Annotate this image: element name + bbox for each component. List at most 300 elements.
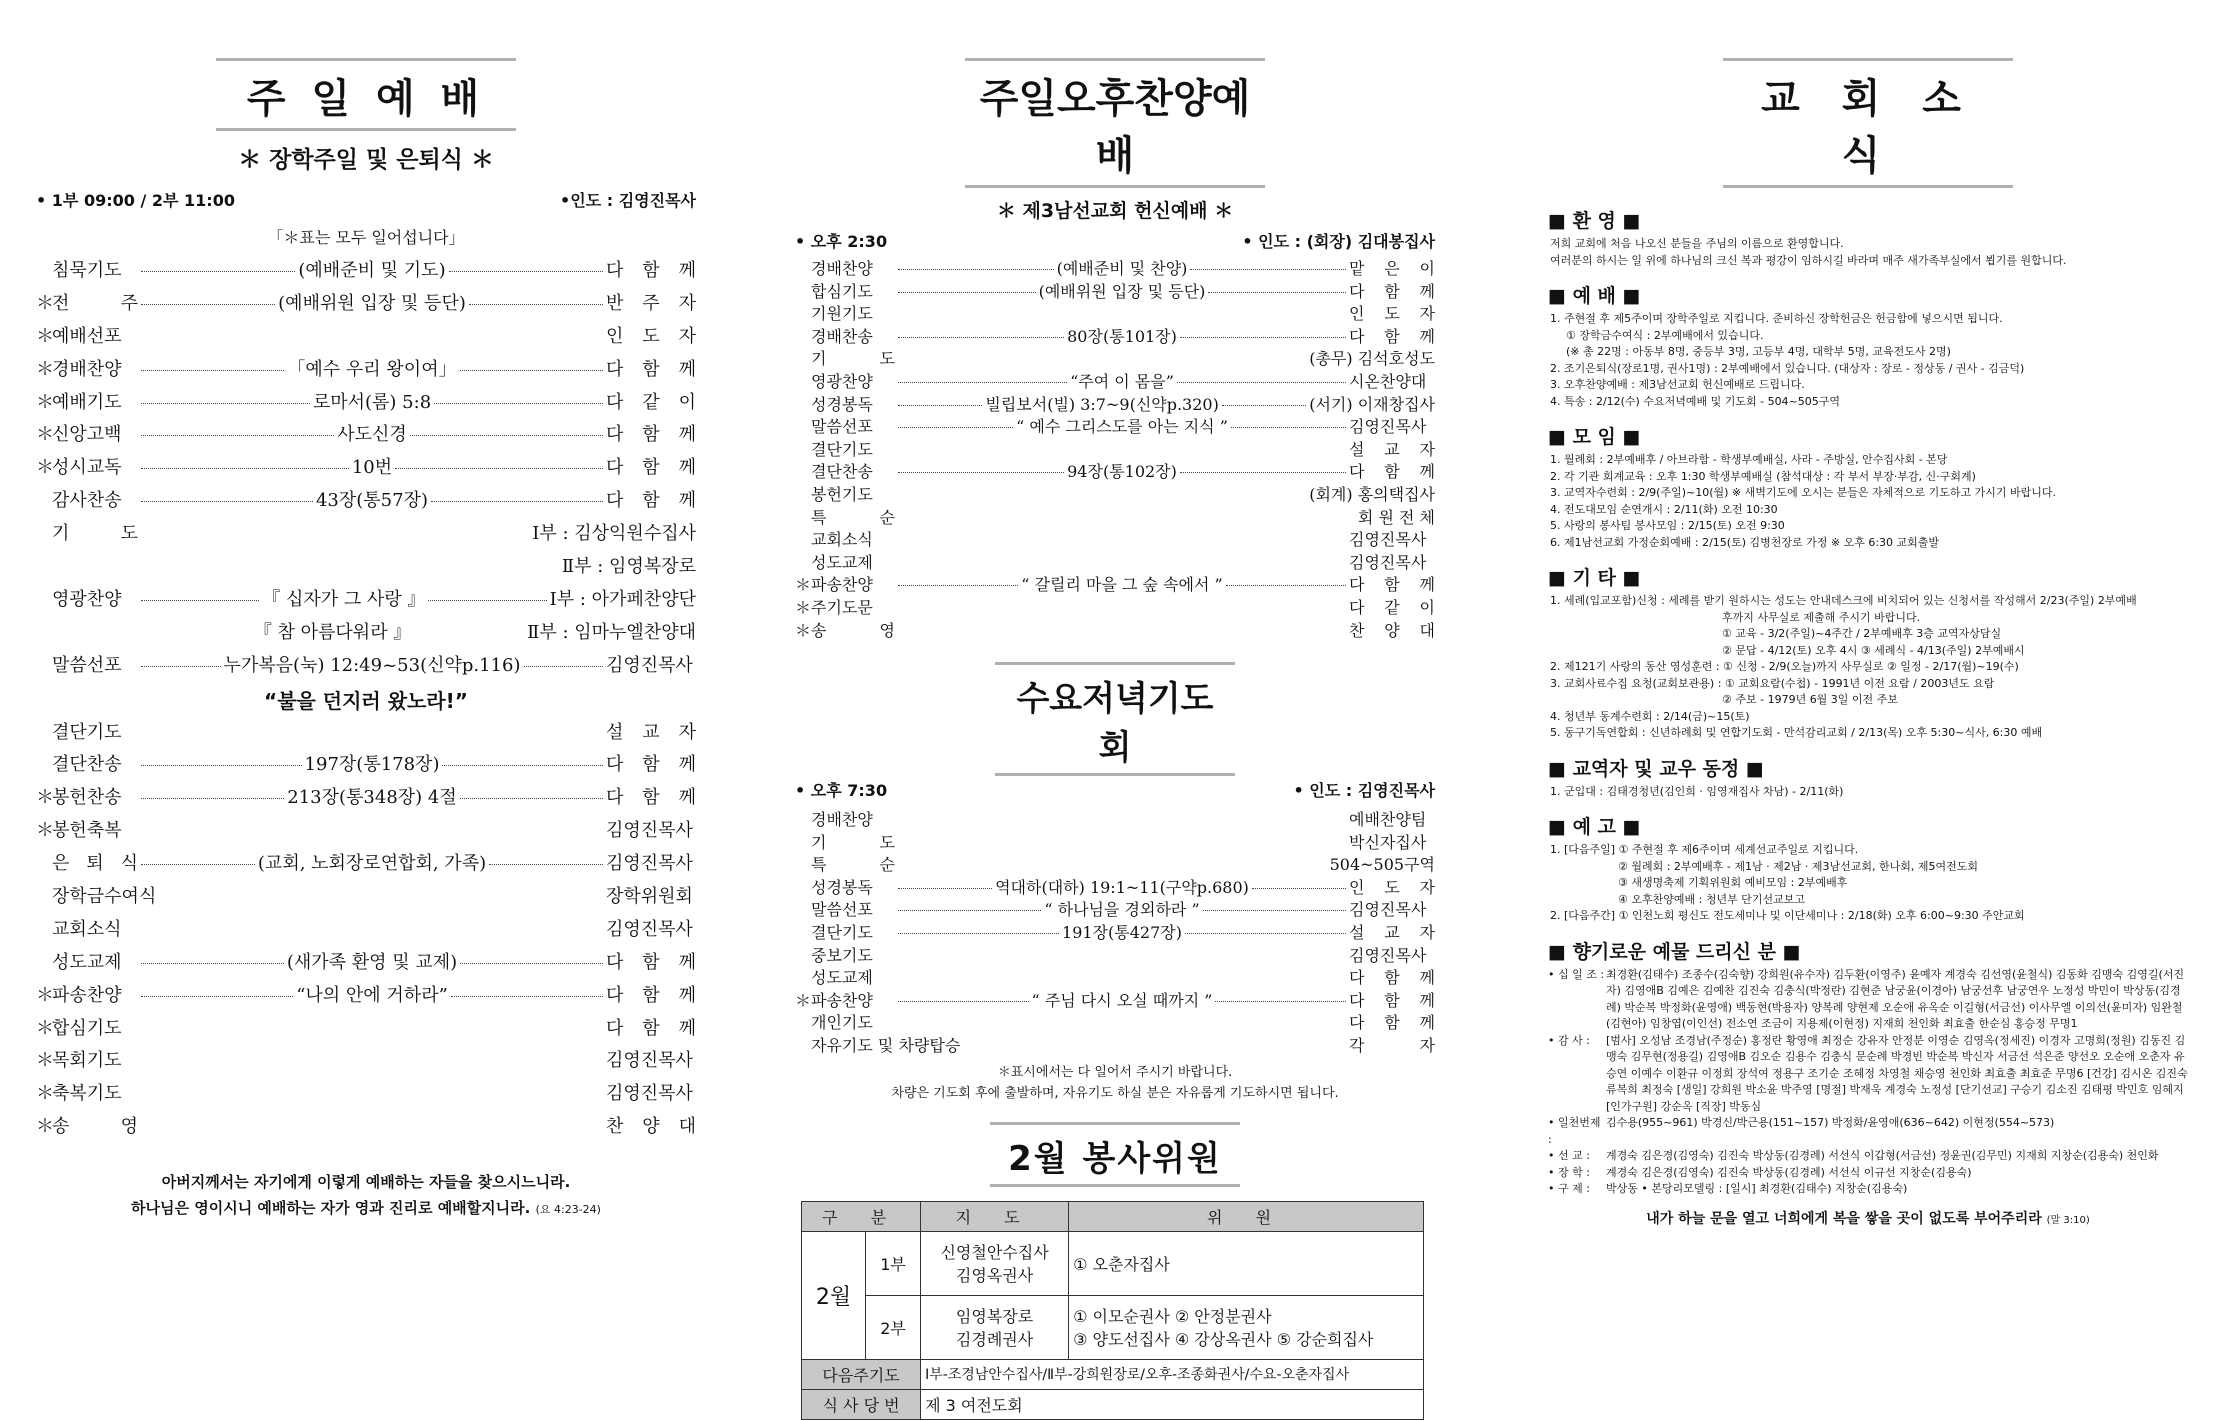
order-label: 성시교독	[52, 457, 122, 479]
order-content: (예배위원 입장 및 등단)	[278, 292, 466, 314]
order-label: 경배찬송	[811, 326, 873, 346]
order-label: 합심기도	[52, 1017, 122, 1039]
leader-dots	[431, 501, 603, 502]
offering-row	[1548, 1033, 2188, 1116]
order-label: 송 영	[52, 1116, 138, 1138]
leader-dots	[898, 405, 982, 406]
list-item: 1. 월례회 : 2부예배후 / 아브라함 - 학생부예배실, 사라 - 주방실, 안수집사회 - 본당	[1550, 453, 1948, 466]
order-label: 교회소식	[52, 918, 122, 940]
table-header: 구 분	[802, 1201, 921, 1231]
offering-row	[1548, 1148, 2188, 1165]
order-person: 찬 양 대	[606, 1116, 696, 1138]
standing-mark: ＊	[36, 820, 54, 842]
order-person: 김영진목사	[606, 853, 693, 875]
list-item: 여러분의 하시는 일 위에 하나님의 크신 복과 평강이 임하시길 바라며 매주 새가족부실에서 뵙기를 원합니다.	[1550, 253, 2067, 267]
order-person: (회계) 홍의택집사	[1309, 484, 1435, 504]
leader-dots	[898, 910, 1041, 911]
leader-dots	[1208, 292, 1346, 293]
order-row	[36, 618, 696, 651]
leader-dots	[141, 435, 334, 436]
order-label: 예배기도	[52, 391, 122, 413]
sunday-worship-title: 주 일 예 배	[216, 58, 516, 131]
preview-heading: ■ 예 고 ■	[1548, 816, 1641, 838]
list-item: ③ 새생명축제 기획위원회 예비모임 : 2부예배후	[1618, 876, 1848, 889]
order-row	[795, 595, 1435, 618]
closing-verse: 내가 하늘 문을 열고 너희에게 복을 쌓을 곳이 없도록 부어주리라 (말 3:10)	[1646, 1210, 2090, 1227]
order-person: 김영진목사	[1349, 417, 1427, 437]
order-content: “주여 이 몸을”	[1070, 371, 1174, 391]
order-person: 김영진목사	[1349, 530, 1427, 550]
order-label: 경배찬양	[811, 810, 873, 830]
leader-dots	[428, 600, 546, 601]
order-row	[36, 519, 696, 552]
leader-dots	[449, 271, 603, 272]
order-middle	[138, 618, 527, 644]
part-cell: 2부	[866, 1295, 921, 1359]
order-list-2	[795, 807, 1435, 1056]
leader-dots	[898, 472, 1064, 473]
worship-heading: ■ 예 배 ■	[1548, 285, 1641, 307]
order-label: 결단찬송	[811, 462, 873, 482]
order-person: 다 함 께	[1349, 281, 1435, 301]
order-content: (예배위원 입장 및 등단)	[1038, 281, 1206, 301]
meta-line	[795, 229, 1435, 252]
leader-dots	[434, 403, 603, 404]
order-middle	[895, 1027, 1349, 1028]
leader-dots	[898, 382, 1067, 383]
order-person: 다 함 께	[1349, 1013, 1435, 1033]
order-person: 김영진목사	[1349, 552, 1427, 572]
order-person: 장학위원회	[606, 886, 693, 908]
order-row	[36, 750, 696, 783]
order-person: 다 함 께	[1349, 462, 1435, 482]
order-person: 다 함 께	[606, 754, 696, 776]
service-leader-2: • 인도 : 김영진목사	[1293, 781, 1435, 801]
standing-mark: ＊	[36, 325, 54, 347]
leader-dots	[1252, 888, 1346, 889]
leader-dots	[469, 304, 603, 305]
order-middle	[895, 612, 1349, 613]
order-middle	[960, 1050, 1349, 1051]
list-item: ④ 오후찬양예배 : 청년부 단기선교보고	[1618, 892, 1805, 906]
order-row	[36, 1046, 696, 1079]
order-label: 특 순	[811, 507, 895, 527]
leader-dots	[1203, 910, 1346, 911]
meal-value: 제 3 여전도회	[921, 1389, 1424, 1419]
order-person: 다 같 이	[1349, 597, 1435, 617]
order-person: 김영진목사	[606, 654, 693, 676]
order-middle	[895, 318, 1349, 319]
table-row	[802, 1295, 1424, 1359]
order-person: 다 함 께	[606, 1017, 696, 1039]
order-middle	[895, 635, 1349, 636]
leader-dots	[898, 269, 1054, 270]
order-label: 결단기도	[811, 923, 873, 943]
members-cell: ① 이모순권사 ② 안정분권사 ③ 양도선집사 ④ 강상옥권사 ⑤ 강순희집사	[1069, 1295, 1424, 1359]
leader-dots	[1190, 269, 1346, 270]
next-prayer-label: 다음주기도	[802, 1359, 921, 1389]
order-person: 김영진목사	[1349, 945, 1427, 965]
order-content: 로마서(롬) 5:8	[312, 391, 432, 413]
footer-line-1: 아버지께서는 자기에게 이렇게 예배하는 자들을 찾으시느니라.	[161, 1173, 571, 1192]
order-label: 경배찬양	[811, 259, 873, 278]
leader-dots	[141, 963, 284, 964]
order-person: (총무) 김석호성도	[1309, 349, 1435, 369]
order-middle	[895, 960, 1349, 961]
order-middle	[895, 869, 1330, 870]
standing-mark: ＊	[36, 292, 54, 314]
order-middle	[138, 341, 606, 342]
order-person: 박신자집사	[1349, 832, 1427, 852]
order-label: 파송찬양	[811, 990, 873, 1010]
leader-dots	[141, 501, 313, 502]
order-person: 다 같 이	[606, 391, 696, 413]
leader-dots	[460, 798, 603, 799]
order-middle	[138, 1098, 606, 1099]
leader-dots	[141, 304, 275, 305]
leader-dots	[442, 765, 603, 766]
list-item: 1. 주현절 후 제5주이며 장학주일로 지킵니다. 준비하신 장학헌금은 헌금함에 넣으시면 됩니다.	[1550, 312, 2003, 325]
offering-type: • 선 교 :	[1548, 1149, 1590, 1162]
list-item: (※ 총 22명 : 아동부 8명, 중등부 3명, 고등부 4명, 대학부 5명, 교육전도사 2명)	[1566, 345, 1951, 358]
list-item: ② 문답 - 4/12(토) 오후 4시 ③ 세례식 - 4/13(주일) 2부예배시	[1722, 643, 2025, 657]
order-row	[36, 453, 696, 486]
order-middle	[895, 459, 1349, 482]
order-person: 다 함 께	[1349, 968, 1435, 988]
order-content: “ 하나님을 경외하라 ”	[1044, 900, 1200, 920]
leader-dots	[898, 337, 1064, 338]
order-label: 성도교제	[52, 951, 122, 973]
order-label: 자유기도 및 차량탑승	[811, 1036, 961, 1056]
order-row	[36, 651, 696, 684]
order-row	[36, 1112, 696, 1145]
order-middle	[895, 363, 1309, 364]
order-middle	[138, 835, 606, 836]
leader-dots	[1215, 1001, 1346, 1002]
leader-dots	[395, 468, 603, 469]
order-label: 축복기도	[52, 1083, 122, 1105]
etc-heading: ■ 기 타 ■	[1548, 567, 1641, 589]
table-row	[802, 1231, 1424, 1295]
order-label: 은 퇴 식	[52, 853, 138, 875]
leader-dots	[141, 864, 255, 865]
order-middle	[138, 1131, 606, 1132]
order-person: 인 도 자	[1349, 304, 1435, 324]
order-label: 기원기도	[811, 304, 873, 324]
order-person: 김영진목사	[606, 1083, 693, 1105]
order-person: Ⅰ부 : 김상익원수집사	[532, 523, 696, 545]
order-label: 성도교제	[811, 552, 873, 572]
list-item: 3. 교회사료수집 요청(교회보관용) : ① 교회요람(수첩) - 1991년 이전 요람 / 2003년도 요람	[1550, 676, 1995, 690]
sunday-worship-column	[36, 58, 696, 1223]
list-item: 2. 제121기 사랑의 동산 영성훈련 : ① 신청 - 2/9(오늘)까지 사무실로 ② 일정 - 2/17(월)~19(수)	[1550, 660, 2019, 673]
order-middle	[895, 499, 1309, 500]
order-label: 기 도	[52, 523, 138, 545]
leader-dots	[1226, 585, 1346, 586]
order-label: 경배찬양	[52, 358, 122, 380]
standing-mark: ＊	[36, 984, 54, 1006]
leader-dots	[1177, 382, 1346, 383]
order-person: 설 교 자	[1349, 923, 1435, 943]
order-person: 김영진목사	[1349, 900, 1427, 920]
order-middle	[138, 849, 606, 875]
order-row	[36, 849, 696, 882]
order-label: 교회소식	[811, 530, 873, 550]
order-middle	[895, 988, 1349, 1011]
order-middle	[895, 256, 1349, 279]
order-person: 다 함 께	[606, 951, 696, 973]
order-row	[36, 420, 696, 453]
order-row	[36, 355, 696, 388]
leader-dots	[898, 888, 992, 889]
order-row	[795, 279, 1435, 302]
order-label: 송 영	[811, 620, 895, 640]
order-row	[36, 256, 696, 289]
order-person: 김영진목사	[606, 1050, 693, 1072]
offering-type: • 일천번제 :	[1548, 1116, 1601, 1146]
order-label: 기 도	[811, 349, 895, 369]
offering-names: 박상동 • 본당리모델링 : [일시] 최경환(김태수) 지창순(김용숙)	[1606, 1182, 1908, 1195]
order-content: 누가복음(눅) 12:49~53(신약p.116)	[223, 654, 521, 676]
order-person: 설 교 자	[1349, 439, 1435, 459]
list-item: 3. 오후찬양예배 : 제3남선교회 헌신예배로 드립니다.	[1550, 378, 1805, 391]
order-content: “나의 안에 거하라”	[296, 984, 448, 1006]
wednesday-prayer-title: 수요저녁기도회	[995, 662, 1235, 776]
order-person: 다 함 께	[606, 424, 696, 446]
order-middle	[156, 901, 606, 902]
order-middle	[138, 585, 550, 611]
order-content: 191장(통427장)	[1062, 923, 1182, 943]
order-row	[795, 618, 1435, 641]
leader-dots	[1180, 337, 1346, 338]
order-middle	[895, 897, 1349, 920]
order-row	[795, 852, 1435, 875]
order-person: 시온찬양대	[1349, 371, 1427, 391]
table-header: 지 도	[921, 1201, 1069, 1231]
order-content: (교회, 노회장로연합회, 가족)	[257, 853, 487, 875]
order-row	[36, 948, 696, 981]
meal-label: 식 사 당 번	[802, 1389, 921, 1419]
order-content: “ 주님 다시 오실 때까지 ”	[1031, 990, 1213, 1010]
order-label: 말씀선포	[811, 417, 873, 437]
standing-mark: ＊	[795, 597, 812, 617]
service-time-2: • 오후 7:30	[795, 781, 888, 801]
order-label: 결단기도	[52, 721, 122, 743]
order-content: 「예수 우리 왕이여」	[287, 358, 457, 380]
order-label: 전 주	[52, 292, 138, 314]
order-row	[795, 369, 1435, 392]
order-middle	[138, 289, 606, 315]
order-list	[36, 256, 696, 684]
order-row	[795, 830, 1435, 853]
order-label: 파송찬양	[811, 575, 873, 595]
order-row	[36, 1079, 696, 1112]
leader-dots	[410, 435, 603, 436]
guide-cell: 신영철안수집사 김영옥권사	[921, 1231, 1069, 1295]
standing-mark: ＊	[36, 391, 54, 413]
leader-dots	[489, 864, 603, 865]
note-1: ＊표시에서는 다 일어서 주시기 바랍니다.	[997, 1064, 1233, 1080]
order-person: 김영진목사	[606, 820, 693, 842]
members-cell: ① 오춘자집사	[1069, 1231, 1424, 1295]
order-content: 213장(통348장) 4절	[287, 787, 457, 809]
order-row	[795, 346, 1435, 369]
next-prayer-value: Ⅰ부-조경남안수집사/Ⅱ부-강희원장로/오후-조종화권사/수요-오춘자집사	[921, 1359, 1424, 1389]
order-label: 중보기도	[811, 945, 873, 965]
order-middle	[138, 486, 606, 512]
order-middle	[895, 522, 1358, 523]
etc-list	[1548, 593, 2188, 742]
list-item: 2. [다음주간] ① 인천노회 평신도 전도세미나 및 이단세미나 : 2/18(화) 오후 6:00~9:30 주안교회	[1550, 909, 2025, 922]
order-person: Ⅰ부 : 아가페찬양단	[549, 588, 696, 610]
order-person: 504~505구역	[1329, 855, 1435, 875]
order-middle	[895, 920, 1349, 943]
order-person: (서기) 이재창집사	[1309, 394, 1435, 414]
order-person: 다 함 께	[606, 457, 696, 479]
list-item: 4. 특송 : 2/12(수) 수요저녁예배 및 기도회 - 504~505구역	[1550, 394, 1841, 408]
order-person: Ⅱ부 : 임영복장로	[561, 556, 696, 578]
table-row	[802, 1389, 1424, 1419]
order-person: 다 함 께	[606, 490, 696, 512]
order-label: 영광찬양	[52, 588, 122, 610]
order-middle	[895, 414, 1349, 437]
order-label: 결단찬송	[52, 754, 122, 776]
order-middle	[895, 875, 1349, 898]
order-row	[795, 527, 1435, 550]
list-item: 1. [다음주일] ① 주현절 후 제6주이며 세계선교주일로 지킵니다.	[1550, 843, 1859, 856]
order-middle	[895, 982, 1349, 983]
leader-dots	[141, 403, 310, 404]
order-label: 목회기도	[52, 1050, 122, 1072]
month-cell: 2월	[802, 1231, 866, 1359]
offering-row	[1548, 1115, 2188, 1148]
sermon-title: “불을 던지러 왔노라!”	[264, 688, 468, 713]
standing-mark: ＊	[36, 1083, 54, 1105]
order-row	[36, 783, 696, 816]
service-committee-title: 2월 봉사위원	[990, 1122, 1240, 1187]
list-item: ② 주보 - 1979년 6월 3일 이전 주보	[1722, 693, 1898, 706]
order-middle	[895, 572, 1349, 595]
order-label: 신앙고백	[52, 424, 122, 446]
offering-row	[1548, 1165, 2188, 1182]
table-header: 위 원	[1069, 1201, 1424, 1231]
list-item: ② 월례회 : 2부예배후 - 제1남 · 제2남 · 제3남선교회, 한나회, 제5여전도회	[1618, 859, 1978, 873]
order-middle	[138, 1065, 606, 1066]
list-item: ① 교육 - 3/2(주일)~4주간 / 2부예배후 3층 교역자상담실	[1722, 627, 2002, 640]
service-committee-table	[801, 1201, 1424, 1420]
order-content: 197장(통178장)	[304, 754, 440, 776]
leader-dots	[460, 370, 603, 371]
order-label: 결단기도	[811, 439, 873, 459]
order-row	[795, 920, 1435, 943]
standing-mark: ＊	[795, 990, 812, 1010]
order-row	[36, 552, 696, 585]
order-middle	[138, 256, 606, 282]
order-middle	[138, 783, 606, 809]
leader-dots	[898, 1001, 1029, 1002]
leader-dots	[1180, 472, 1346, 473]
order-content: 94장(통102장)	[1067, 462, 1177, 482]
order-label: 봉헌기도	[811, 484, 873, 504]
order-row	[795, 943, 1435, 966]
order-content: 사도신경	[337, 424, 407, 446]
order-label: 장학금수여식	[52, 886, 157, 908]
order-label: 봉헌축복	[52, 820, 122, 842]
order-content: 10번	[351, 457, 393, 479]
order-row	[795, 550, 1435, 573]
worship-list	[1548, 311, 2188, 410]
order-middle	[138, 651, 606, 677]
order-middle	[138, 1033, 606, 1034]
order-content: (예배준비 및 찬양)	[1056, 259, 1188, 278]
order-person: 다 함 께	[606, 358, 696, 380]
order-content: 43장(통57장)	[315, 490, 429, 512]
offering-heading: ■ 향기로운 예물 드리신 분 ■	[1548, 940, 1801, 963]
order-row	[795, 482, 1435, 505]
order-middle	[138, 981, 606, 1007]
leader-dots	[460, 963, 603, 964]
leader-dots	[141, 798, 284, 799]
order-middle	[138, 750, 606, 776]
order-label: 특 순	[811, 855, 895, 875]
order-label: 영광찬양	[811, 371, 873, 391]
order-content: “ 갈릴리 마을 그 숲 속에서 ”	[1021, 575, 1223, 595]
leader-dots	[524, 666, 604, 667]
order-person: 각 자	[1349, 1036, 1435, 1056]
order-person: 다 함 께	[606, 787, 696, 809]
leader-dots	[1222, 405, 1306, 406]
order-label: 감사찬송	[52, 490, 122, 512]
sunday-worship-subtitle: ＊ 장학주일 및 은퇴식 ＊	[238, 147, 494, 173]
order-content: (예배준비 및 기도)	[298, 260, 446, 281]
order-label: 주기도문	[811, 597, 873, 617]
table-row	[802, 1359, 1424, 1389]
preview-list	[1548, 842, 2188, 925]
order-middle	[895, 824, 1349, 825]
order-person: 인 도 자	[1349, 877, 1435, 897]
offering-names: [범사] 오성남 조경남(주정순) 홍정란 황영애 최정순 강유자 안정분 이영순 김영옥(정세진) 이경자 고명희(정원) 김동진 김맹숙 김무현(정용길) 김영애B 김오순 김용수 김충식 문순례 박경빈 박순복 박신자 서금선 석은준 양선오 오순애 오춘자 유승연 이예수 이환규 이정희 장석여 정용구 조기순 조혜정 차영철 채승영 천인화 최효출 최효준 무명6 [건강] 김시온 김진숙 류복희 최정숙 [생일] 강희원 박소윤 박주영 [명절] 박재욱 계경숙 노정성 [단기선교] 구승기 김소진 김태평 박민호 임혜지 [인가구원] 강순옥 [직장] 박동심	[1606, 1033, 2188, 1113]
order-row	[795, 988, 1435, 1011]
standing-mark: ＊	[795, 575, 812, 595]
order-middle	[138, 538, 532, 539]
order-label: 봉헌찬송	[52, 787, 122, 809]
list-item: 3. 교역자수련회 : 2/9(주일)~10(월) ※ 새벽기도에 오시는 분들은 자체적으로 기도하고 가시기 바랍니다.	[1550, 486, 2056, 499]
order-middle	[895, 544, 1349, 545]
standing-note: 「＊표는 모두 일어섭니다」	[267, 228, 465, 247]
order-person: 다 함 께	[1349, 575, 1435, 595]
order-row	[795, 414, 1435, 437]
order-middle	[138, 355, 606, 381]
afternoon-worship-subtitle: ＊ 제3남선교회 헌신예배 ＊	[996, 200, 1234, 222]
list-item: 후까지 사무실로 제출해 주시기 바랍니다.	[1722, 610, 1921, 624]
order-person: 다 함 께	[606, 984, 696, 1006]
footer-verse	[36, 1169, 696, 1223]
leader-dots	[898, 427, 1013, 428]
order-person: 인 도 자	[606, 325, 696, 347]
leader-dots	[451, 996, 603, 997]
order-middle	[138, 420, 606, 446]
list-item: 저희 교회에 처음 나오신 분들을 주님의 이름으로 환영합니다.	[1550, 237, 1844, 250]
order-content: 역대하(대하) 19:1~11(구약p.680)	[995, 877, 1249, 897]
order-row	[36, 322, 696, 355]
order-label: 성경봉독	[811, 394, 873, 414]
order-row	[795, 572, 1435, 595]
table-header-row	[802, 1201, 1424, 1231]
order-label: 파송찬양	[52, 984, 122, 1006]
meeting-list	[1548, 452, 2188, 551]
order-label: 기 도	[811, 832, 895, 852]
order-content: 『 십자가 그 사랑 』	[262, 588, 426, 610]
